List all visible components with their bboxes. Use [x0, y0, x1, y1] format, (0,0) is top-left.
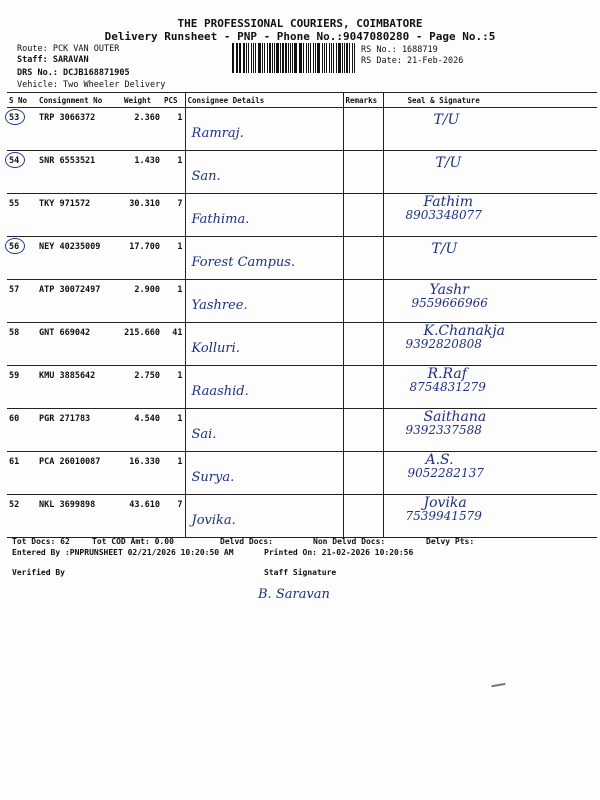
row-seal: [383, 194, 597, 237]
table-row: [7, 108, 597, 151]
table-row: [7, 151, 597, 194]
row-weight: 30.310: [122, 194, 162, 237]
row-consignment: PGR 271783: [37, 409, 122, 452]
row-sno: [7, 452, 37, 495]
row-remarks: [343, 194, 383, 237]
drs-number: DRS No.: DCJB168871905: [17, 68, 130, 78]
row-sno: [7, 323, 37, 366]
signature-handwriting: T/U: [435, 155, 462, 171]
row-weight: 43.610: [122, 495, 162, 538]
row-sno-text: 60: [9, 414, 20, 424]
signature-handwriting: T/U: [431, 241, 458, 257]
circle-mark: [5, 238, 25, 254]
row-weight: 2.900: [122, 280, 162, 323]
row-consignment: TKY 971572: [37, 194, 122, 237]
row-remarks: [343, 237, 383, 280]
total-docs: Tot Docs: 62: [12, 537, 70, 546]
row-consignment: SNR 6553521: [37, 151, 122, 194]
row-weight: 1.430: [122, 151, 162, 194]
row-remarks: [343, 108, 383, 151]
col-weight: Weight: [122, 93, 162, 108]
consignee-handwriting: Kolluri.: [191, 341, 240, 356]
rs-date: RS Date: 21-Feb-2026: [361, 56, 464, 66]
circle-mark: [5, 109, 25, 125]
row-consignee: [185, 495, 343, 538]
signature-handwriting: Yashr: [429, 282, 469, 298]
row-pcs: 1: [162, 366, 185, 409]
total-cod: Tot COD Amt: 0.00: [92, 537, 174, 546]
row-consignment: NEY 40235009: [37, 237, 122, 280]
row-sno-text: 52: [9, 500, 20, 510]
row-sno: [7, 495, 37, 538]
phone-handwriting: 7539941579: [405, 509, 482, 523]
col-signature: Seal & Signature: [383, 93, 597, 108]
circle-mark: [5, 152, 25, 168]
row-seal: [383, 409, 597, 452]
row-pcs: 1: [162, 108, 185, 151]
row-seal: [383, 323, 597, 366]
row-consignee: [185, 108, 343, 151]
signature-handwriting: Saithana: [423, 409, 487, 425]
col-consignee: Consignee Details: [185, 93, 343, 108]
row-remarks: [343, 452, 383, 495]
row-weight: 17.700: [122, 237, 162, 280]
row-remarks: [343, 495, 383, 538]
row-sno: [7, 409, 37, 452]
runsheet-table: [7, 92, 597, 538]
row-remarks: [343, 280, 383, 323]
staff-signature: B. Saravan: [258, 587, 330, 602]
row-remarks: [343, 151, 383, 194]
signature-handwriting: T/U: [433, 112, 460, 128]
signature-handwriting: K.Chanakja: [423, 323, 506, 339]
route-label: Route: PCK VAN OUTER: [17, 44, 120, 54]
row-sno: [7, 108, 37, 151]
row-pcs: 41: [162, 323, 185, 366]
page-title: THE PROFESSIONAL COURIERS, COIMBATORE: [177, 17, 423, 30]
row-weight: 16.330: [122, 452, 162, 495]
row-consignee: [185, 151, 343, 194]
row-sno: [7, 194, 37, 237]
staff-signature-label: Staff Signature: [264, 568, 337, 577]
table-row: [7, 237, 597, 280]
row-sno-text: 54: [9, 156, 20, 166]
barcode-image: [232, 43, 356, 73]
row-remarks: [343, 323, 383, 366]
row-sno-text: 55: [9, 199, 20, 209]
phone-handwriting: 9559666966: [411, 296, 488, 310]
row-sno-text: 58: [9, 328, 20, 338]
row-pcs: 1: [162, 452, 185, 495]
consignee-handwriting: Yashree.: [191, 298, 248, 313]
phone-handwriting: 9392820808: [405, 337, 482, 351]
row-sno: [7, 280, 37, 323]
row-seal: [383, 452, 597, 495]
row-sno-text: 53: [9, 113, 20, 123]
delivered-docs: Delvd Docs:: [220, 537, 273, 546]
consignee-handwriting: San.: [191, 169, 221, 184]
row-consignee: [185, 323, 343, 366]
consignee-handwriting: Ramraj.: [191, 126, 244, 141]
rs-number: RS No.: 1688719: [361, 45, 438, 55]
row-weight: 2.360: [122, 108, 162, 151]
consignee-handwriting: Raashid.: [191, 384, 249, 399]
table-row: [7, 280, 597, 323]
row-weight: 4.540: [122, 409, 162, 452]
page-subtitle: Delivery Runsheet - PNP - Phone No.:9047080280 - Page No.:5: [104, 30, 496, 43]
table-row: [7, 409, 597, 452]
col-sno: S No: [7, 93, 37, 108]
consignee-handwriting: Fathima.: [191, 212, 250, 227]
row-weight: 215.660: [122, 323, 162, 366]
table-row: [7, 495, 597, 538]
row-seal: [383, 108, 597, 151]
signature-handwriting: R.Raf: [427, 366, 467, 382]
row-pcs: 1: [162, 237, 185, 280]
row-consignment: KMU 3885642: [37, 366, 122, 409]
delivery-points: Delvy Pts:: [426, 537, 475, 546]
phone-handwriting: 8754831279: [409, 380, 486, 394]
row-consignee: [185, 366, 343, 409]
row-seal: [383, 366, 597, 409]
row-consignment: GNT 669042: [37, 323, 122, 366]
phone-handwriting: 8903348077: [405, 208, 482, 222]
row-sno: [7, 237, 37, 280]
row-seal: [383, 280, 597, 323]
row-sno: [7, 366, 37, 409]
consignee-handwriting: Forest Campus.: [191, 255, 296, 270]
row-pcs: 1: [162, 151, 185, 194]
pen-mark: [491, 683, 506, 693]
verified-by-label: Verified By: [12, 568, 65, 577]
row-remarks: [343, 366, 383, 409]
row-pcs: 7: [162, 194, 185, 237]
entered-by: Entered By :PNPRUNSHEET 02/21/2026 10:20:50 AM: [12, 548, 234, 557]
phone-handwriting: 9052282137: [407, 466, 484, 480]
row-seal: [383, 151, 597, 194]
vehicle-label: Vehicle: Two Wheeler Delivery: [17, 80, 166, 90]
row-seal: [383, 237, 597, 280]
table-row: [7, 323, 597, 366]
col-consignment: Consignment No: [37, 93, 122, 108]
row-consignee: [185, 409, 343, 452]
consignee-handwriting: Jovika.: [191, 513, 236, 528]
row-consignee: [185, 237, 343, 280]
row-pcs: 7: [162, 495, 185, 538]
row-sno-text: 56: [9, 242, 20, 252]
row-consignee: [185, 280, 343, 323]
row-pcs: 1: [162, 280, 185, 323]
row-consignment: ATP 30072497: [37, 280, 122, 323]
table-header-row: [7, 93, 597, 108]
row-pcs: 1: [162, 409, 185, 452]
printed-on: Printed On: 21-02-2026 10:20:56: [264, 548, 414, 557]
row-sno-text: 59: [9, 371, 20, 381]
row-consignee: [185, 452, 343, 495]
row-consignment: PCA 26010087: [37, 452, 122, 495]
row-sno-text: 57: [9, 285, 20, 295]
consignee-handwriting: Sai.: [191, 427, 217, 442]
row-consignee: [185, 194, 343, 237]
row-remarks: [343, 409, 383, 452]
table-row: [7, 366, 597, 409]
consignee-handwriting: Surya.: [191, 470, 235, 485]
row-sno-text: 61: [9, 457, 20, 467]
signature-handwriting: Fathim: [423, 194, 474, 210]
table-row: [7, 194, 597, 237]
signature-handwriting: Jovika: [423, 495, 467, 511]
table-row: [7, 452, 597, 495]
row-sno: [7, 151, 37, 194]
signature-handwriting: A.S.: [425, 452, 454, 468]
phone-handwriting: 9392337588: [405, 423, 482, 437]
row-weight: 2.750: [122, 366, 162, 409]
col-pcs: PCS: [162, 93, 185, 108]
row-consignment: NKL 3699898: [37, 495, 122, 538]
row-seal: [383, 495, 597, 538]
row-consignment: TRP 3066372: [37, 108, 122, 151]
non-delivered-docs: Non Delvd Docs:: [313, 537, 386, 546]
staff-label: Staff: SARAVAN: [17, 55, 89, 65]
col-remarks: Remarks: [343, 93, 383, 108]
